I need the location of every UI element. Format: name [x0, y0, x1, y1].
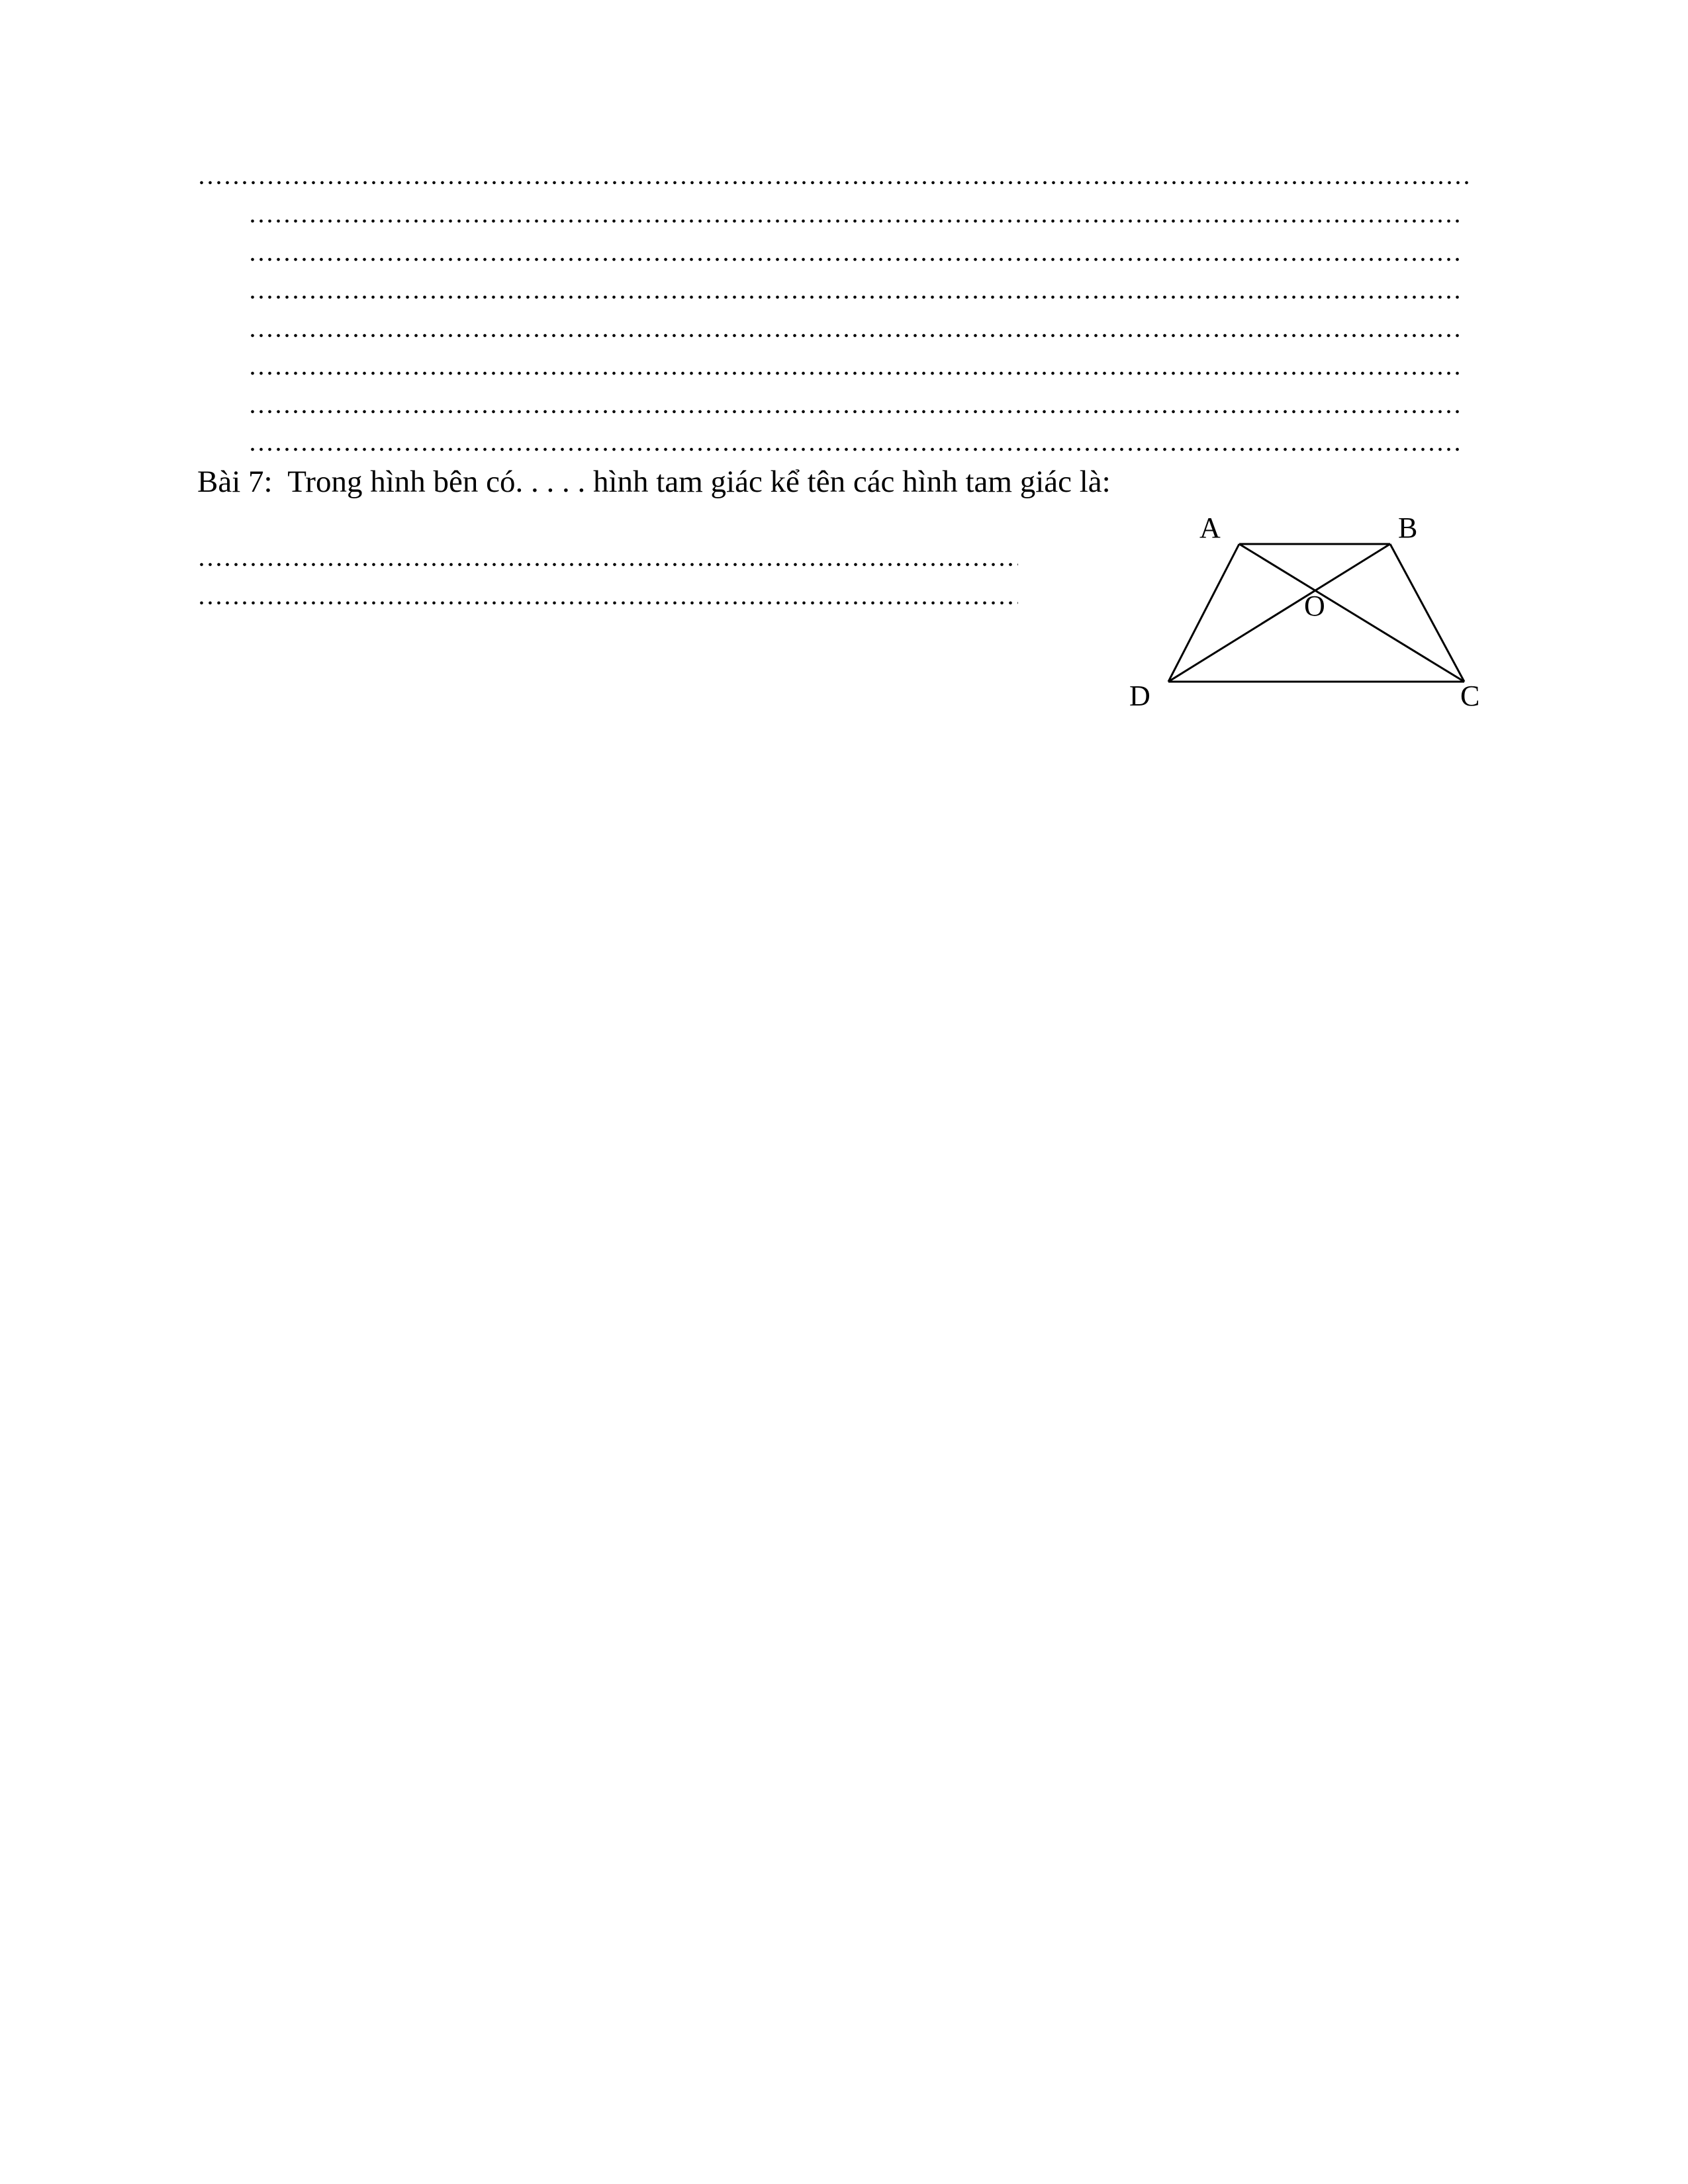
answer-line-8[interactable]	[248, 429, 1460, 455]
triangle-count-blank[interactable]: . . . . .	[515, 465, 586, 499]
dotted-fill	[248, 371, 1460, 375]
dotted-fill	[248, 219, 1460, 223]
answer-line-2[interactable]	[248, 201, 1460, 227]
diagonal-ac	[1239, 544, 1464, 682]
edge-bc	[1390, 544, 1464, 682]
exercise-prompt-before: Trong hình bên có	[287, 465, 516, 499]
vertex-label-b: B	[1398, 512, 1418, 544]
trapezoid-figure	[1125, 510, 1509, 728]
dotted-fill	[248, 257, 1460, 261]
dotted-fill	[248, 447, 1460, 451]
exercise-label: Bài 7:	[197, 465, 273, 499]
diagonal-bd	[1168, 544, 1390, 682]
vertex-label-d: D	[1129, 680, 1150, 712]
vertex-label-a: A	[1199, 512, 1221, 544]
answer-line-3[interactable]	[248, 239, 1460, 265]
answer-line-5[interactable]	[248, 315, 1460, 341]
dotted-fill	[248, 334, 1460, 338]
dotted-fill	[197, 601, 1018, 605]
answer-line-4[interactable]	[248, 277, 1460, 303]
exercise-7-prompt	[197, 463, 1111, 500]
answer-line-6[interactable]	[248, 353, 1460, 379]
answer-line-7[interactable]	[248, 391, 1460, 418]
dotted-fill	[197, 563, 1018, 567]
vertex-label-o: O	[1304, 590, 1325, 622]
dotted-fill	[197, 181, 1468, 185]
vertex-label-c: C	[1460, 680, 1480, 712]
exercise-prompt-after: hình tam giác kể tên các hình tam giác là:	[592, 465, 1111, 499]
trapezoid-diagram	[1125, 510, 1509, 728]
answer-line-1[interactable]	[197, 162, 1468, 189]
dotted-fill	[248, 295, 1460, 299]
exercise-7-answer-line-2[interactable]	[197, 582, 1018, 609]
edge-da	[1168, 544, 1239, 682]
exercise-7-answer-line-1[interactable]	[197, 544, 1018, 570]
dotted-fill	[248, 410, 1460, 414]
